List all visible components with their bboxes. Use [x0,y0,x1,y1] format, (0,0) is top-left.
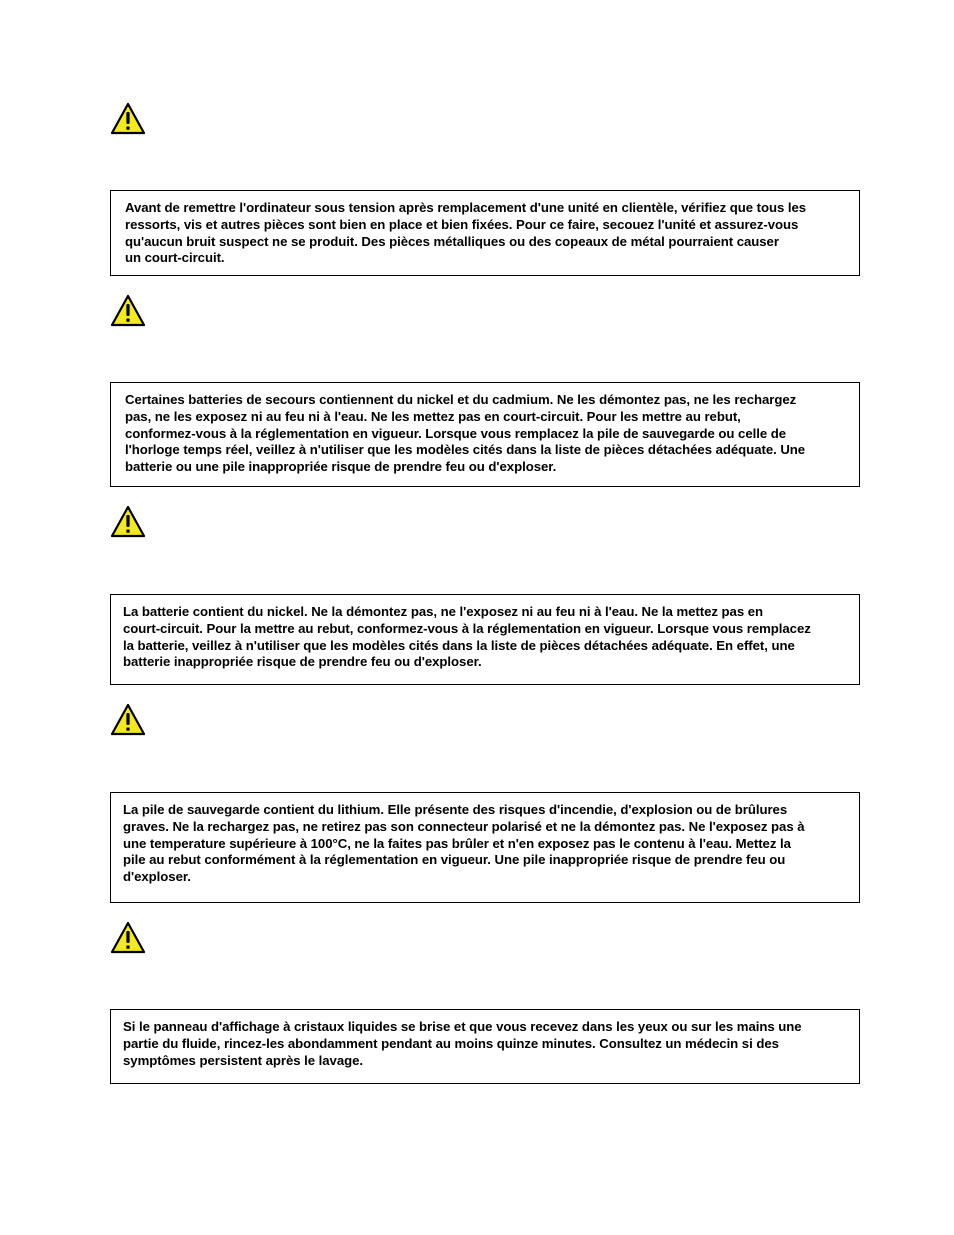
warning-notice-1 [110,190,860,276]
caution-triangle-icon [110,703,146,736]
caution-triangle-icon [110,921,146,954]
warning-notice-3 [110,594,860,685]
warning-notice-2 [110,382,860,487]
caution-triangle-icon [110,505,146,538]
warning-text: La batterie contient du nickel. Ne la démontez pas, ne l'exposez ni au feu ni à l'eau. Ne la mettez pas en court-circuit. Pour la mettre au rebut, conformez-vous à la réglementation en vigueur. Lorsque vous remplacez la batterie, veillez à n'utiliser que les modèles cités dans la liste de pièces détachées adéquate. En effet, une batterie inappropriée risque de prendre feu ou d'exploser. [123,604,811,670]
warning-notice-4 [110,792,860,903]
warning-text: Si le panneau d'affichage à cristaux liquides se brise et que vous recevez dans les yeux ou sur les mains une partie du fluide, rincez-les abondamment pendant au moins quinze minutes. Consultez un médecin si des symptômes persistent après le lavage. [123,1019,802,1068]
warning-text: Certaines batteries de secours contiennent du nickel et du cadmium. Ne les démontez pas, ne les rechargez pas, ne les exposez ni au feu ni à l'eau. Ne les mettez pas en court-circuit. Pour les mettre au rebut, conformez-vous à la réglementation en vigueur. Lorsque vous remplacez la pile de sauvegarde ou celle de l'horloge temps réel, veillez à n'utiliser que les modèles cités dans la liste de pièces détachées adéquate. Une batterie ou une pile inappropriée risque de prendre feu ou d'exploser. [125,392,806,475]
caution-triangle-icon [110,102,146,135]
warning-notice-5 [110,1009,860,1084]
caution-triangle-icon [110,294,146,327]
warning-text: La pile de sauvegarde contient du lithium. Elle présente des risques d'incendie, d'explosion ou de brûlures graves. Ne la rechargez pas, ne retirez pas son connecteur polarisé et ne la démontez pas. Ne l'exposez pas à une temperature supérieure à 100°C, ne la faites pas brûler et n'en exposez pas le contenu à l'eau. Mettez la pile au rebut conformément à la réglementation en vigueur. Une pile inappropriée risque de prendre feu ou d'exploser. [123,802,805,885]
warning-text: Avant de remettre l'ordinateur sous tension après remplacement d'une unité en clientèle, vérifiez que tous les ressorts, vis et autres pièces sont bien en place et bien fixées. Pour ce faire, secouez l'unité et assurez-vous qu'aucun bruit suspect ne se produit. Des pièces métalliques ou des copeaux de métal pourraient causer un court-circuit. [125,200,807,266]
